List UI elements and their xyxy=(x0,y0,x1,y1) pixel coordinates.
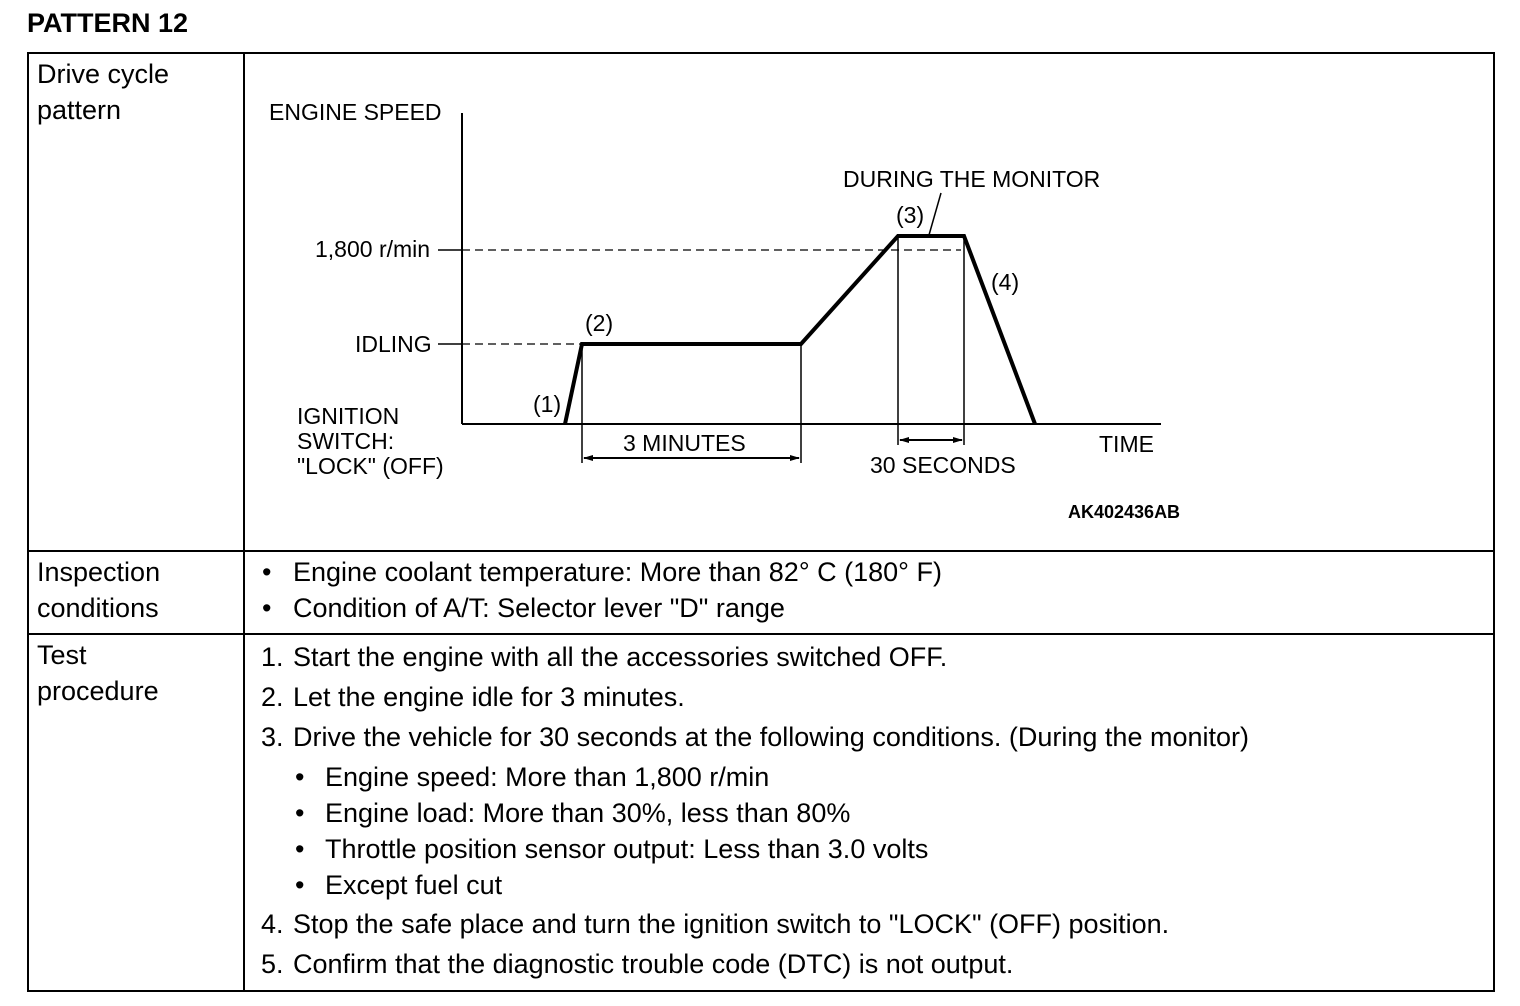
y-axis-label: ENGINE SPEED xyxy=(269,99,442,125)
table-row-inspection xyxy=(28,551,1494,634)
procedure-step: 3. Drive the vehicle for 30 seconds at the following conditions. (During the monitor) xyxy=(261,722,1249,752)
bullet-icon: • xyxy=(262,593,272,623)
label-line: Test xyxy=(37,640,87,670)
bullet-icon: • xyxy=(262,557,272,587)
procedure-step: 5. Confirm that the diagnostic trouble code (DTC) is not output. xyxy=(261,949,1014,979)
level-1800-label: 1,800 r/min xyxy=(315,236,431,262)
monitor-leader-line xyxy=(929,193,941,235)
procedure-step: 1. Start the engine with all the accessories switched OFF. xyxy=(261,642,948,672)
point-4-label: (4) xyxy=(991,269,1020,295)
label-line: Drive cycle xyxy=(37,59,170,89)
ignition-label-line2: SWITCH: xyxy=(297,428,395,454)
label-line: pattern xyxy=(37,95,122,125)
procedure-step: 2. Let the engine idle for 3 minutes. xyxy=(261,682,685,712)
bullet-icon: • xyxy=(295,870,305,900)
drive-cycle-diagram xyxy=(245,54,1503,550)
bullet-icon: • xyxy=(295,762,305,792)
procedure-subitem: • Except fuel cut xyxy=(245,867,1493,903)
label-line: conditions xyxy=(37,593,159,623)
procedure-subitem: • Engine load: More than 30%, less than 80% xyxy=(245,795,1493,831)
label-line: Inspection xyxy=(37,557,161,587)
x-axis-label: TIME xyxy=(1099,431,1154,457)
procedure-cell xyxy=(244,634,1494,991)
point-1-label: (1) xyxy=(533,391,562,417)
procedure-subitem: • Throttle position sensor output: Less than 3.0 volts xyxy=(245,831,1493,867)
procedure-step: 4. Stop the safe place and turn the ignition switch to "LOCK" (OFF) position. xyxy=(261,909,1170,939)
table-row-drive-cycle xyxy=(28,53,1494,551)
row-label-test xyxy=(28,634,244,991)
point-2-label: (2) xyxy=(585,310,614,336)
idle-duration-label: 3 MINUTES xyxy=(623,430,746,456)
monitor-label: DURING THE MONITOR xyxy=(843,166,1101,192)
list-item: • Condition of A/T: Selector lever "D" range xyxy=(245,590,1493,626)
inspection-list xyxy=(245,554,1493,626)
figure-code: AK402436AB xyxy=(1068,502,1181,522)
page-title: PATTERN 12 xyxy=(27,8,189,38)
inspection-cell xyxy=(244,551,1494,634)
point-3-label: (3) xyxy=(896,202,925,228)
monitor-duration-label: 30 SECONDS xyxy=(870,452,1016,478)
ignition-label-line1: IGNITION xyxy=(297,403,400,429)
procedure-subitem: • Engine speed: More than 1,800 r/min xyxy=(245,759,1493,795)
list-item: • Engine coolant temperature: More than 82° C (180° F) xyxy=(245,554,1493,590)
row-label-inspection xyxy=(28,551,244,634)
table-row-test xyxy=(28,634,1494,991)
ignition-label-line3: "LOCK" (OFF) xyxy=(297,453,444,479)
row-label-drive-cycle xyxy=(28,53,244,551)
level-idle-label: IDLING xyxy=(355,331,432,357)
procedure-list xyxy=(245,639,1493,983)
label-line: procedure xyxy=(37,676,159,706)
diagram-cell xyxy=(244,53,1494,551)
pattern-table xyxy=(27,52,1495,992)
bullet-icon: • xyxy=(295,798,305,828)
bullet-icon: • xyxy=(295,834,305,864)
